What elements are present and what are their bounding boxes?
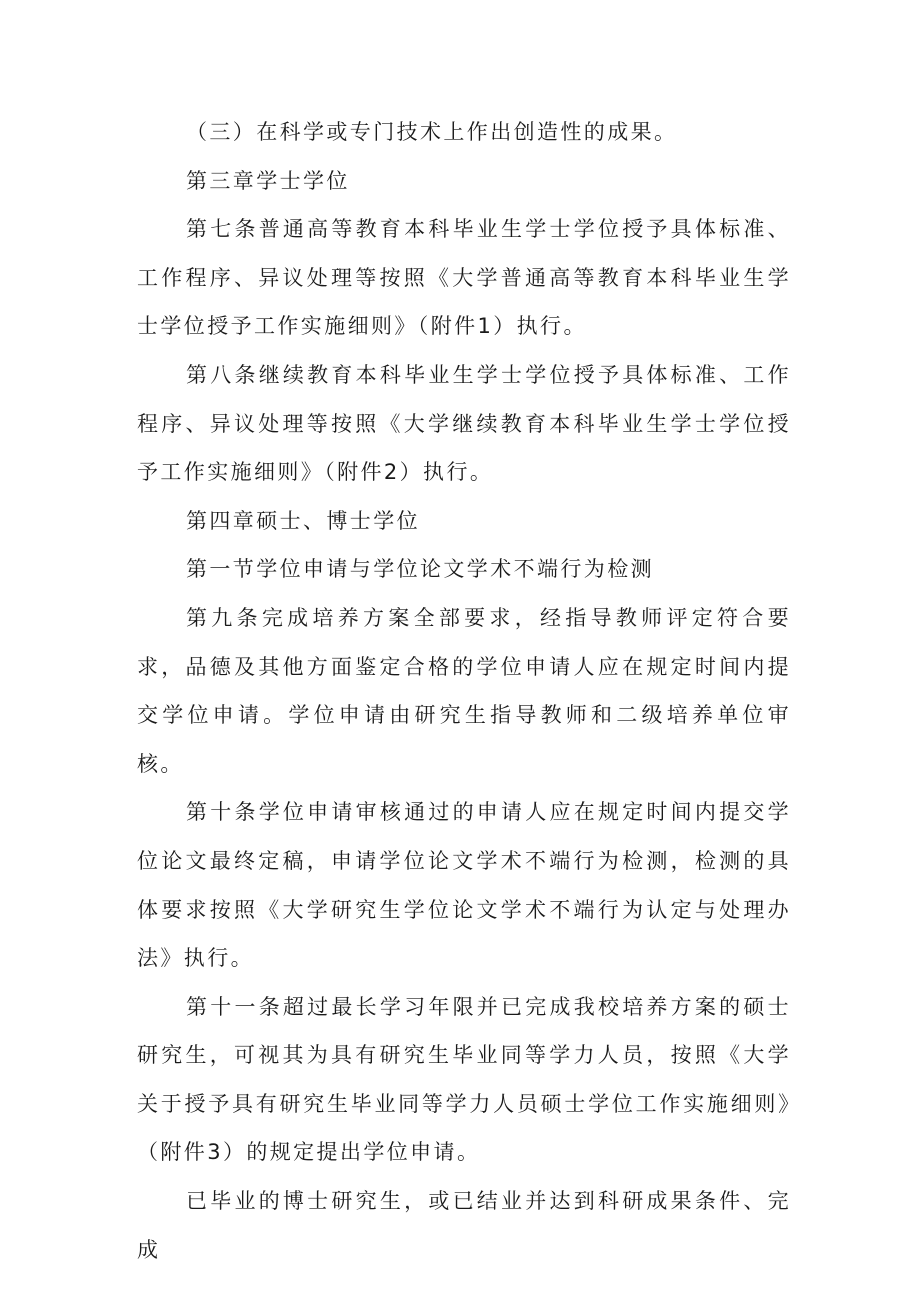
article-eleven: 第十一条超过最长学习年限并已完成我校培养方案的硕士研究生，可视其为具有研究生毕业同等学力人员，按照《大学关于授予具有研究生毕业同等学力人员硕士学位工作实施细则》（附件3）的规定提出学位申请。 [137, 994, 791, 1165]
article-eight: 第八条继续教育本科毕业生学士学位授予具体标准、工作程序、异议处理等按照《大学继续教育本科毕业生学士学位授予工作实施细则》（附件2）执行。 [137, 362, 791, 485]
article-ten: 第十条学位申请审核通过的申请人应在规定时间内提交学位论文最终定稿，申请学位论文学术不端行为检测，检测的具体要求按照《大学研究生学位论文学术不端行为认定与处理办法》执行。 [137, 800, 791, 971]
article-nine: 第九条完成培养方案全部要求，经指导教师评定符合要求，品德及其他方面鉴定合格的学位申请人应在规定时间内提交学位申请。学位申请由研究生指导教师和二级培养单位审核。 [137, 605, 791, 776]
doctoral-paragraph: 已毕业的博士研究生，或已结业并达到科研成果条件、完成 [137, 1189, 791, 1262]
section-one-heading: 第一节学位申请与学位论文学术不端行为检测 [186, 557, 654, 582]
chapter-three-heading: 第三章学士学位 [186, 168, 350, 193]
clause-item-three: （三）在科学或专门技术上作出创造性的成果。 [186, 120, 678, 144]
document-body [137, 108, 791, 1274]
article-seven: 第七条普通高等教育本科毕业生学士学位授予具体标准、工作程序、异议处理等按照《大学普通高等教育本科毕业生学士学位授予工作实施细则》（附件1）执行。 [137, 217, 791, 339]
chapter-four-heading: 第四章硕士、博士学位 [186, 508, 420, 533]
